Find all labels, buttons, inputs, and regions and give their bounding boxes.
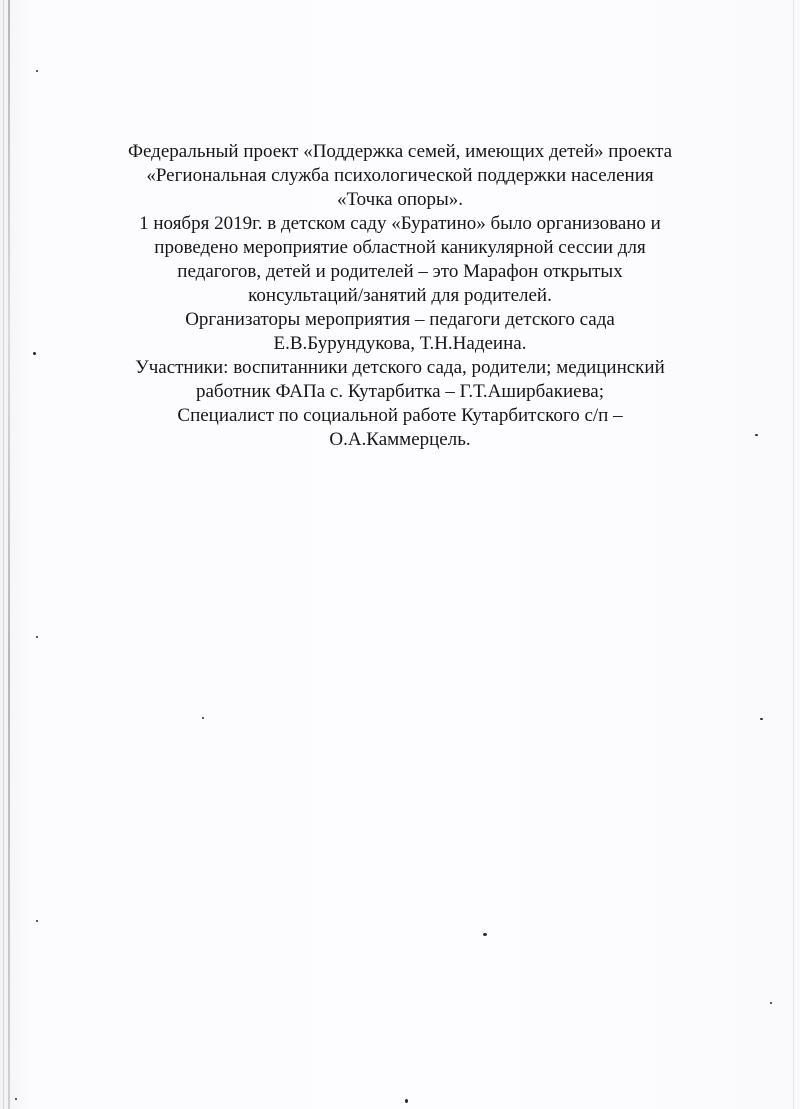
scan-speck	[483, 933, 487, 936]
line-medical-worker: работник ФАПа с. Кутарбитка – Г.Т.Аширбакиева;	[196, 381, 604, 402]
scan-speck	[36, 70, 38, 72]
line-event-description: проведено мероприятие областной каникулярной сессии для	[154, 237, 646, 258]
line-social-specialist: Специалист по социальной работе Кутарбитского с/п –	[177, 405, 623, 426]
scan-right-edge	[793, 0, 794, 1109]
scan-speck	[405, 1099, 408, 1103]
line-social-specialist-name: О.А.Каммерцель.	[329, 429, 471, 450]
scan-speck	[202, 717, 204, 719]
scan-speck	[36, 920, 38, 922]
document-body	[110, 140, 690, 452]
scan-left-edge	[8, 0, 10, 1109]
line-project-title: Федеральный проект «Поддержка семей, имеющих детей» проекта	[127, 141, 673, 162]
scan-speck	[15, 1098, 17, 1100]
line-organizers: Организаторы мероприятия – педагоги детского сада	[185, 309, 615, 330]
scan-speck	[755, 434, 758, 436]
scan-speck	[33, 352, 36, 355]
line-participants: Участники: воспитанники детского сада, родители; медицинский	[135, 357, 665, 378]
line-event-audience: педагогов, детей и родителей – это Марафон открытых	[177, 261, 623, 282]
line-project-name: «Точка опоры».	[336, 189, 464, 210]
scan-speck	[760, 718, 763, 720]
line-event-date: 1 ноября 2019г. в детском саду «Буратино» было организовано и	[139, 213, 661, 234]
line-project-service: «Региональная служба психологической поддержки населения	[146, 165, 654, 186]
scan-speck	[36, 636, 38, 638]
scan-speck	[770, 1002, 772, 1004]
line-event-format: консультаций/занятий для родителей.	[248, 285, 552, 306]
line-organizer-names: Е.В.Бурундукова, Т.Н.Надеина.	[273, 333, 527, 354]
scan-left-edge-shadow	[3, 0, 4, 1109]
